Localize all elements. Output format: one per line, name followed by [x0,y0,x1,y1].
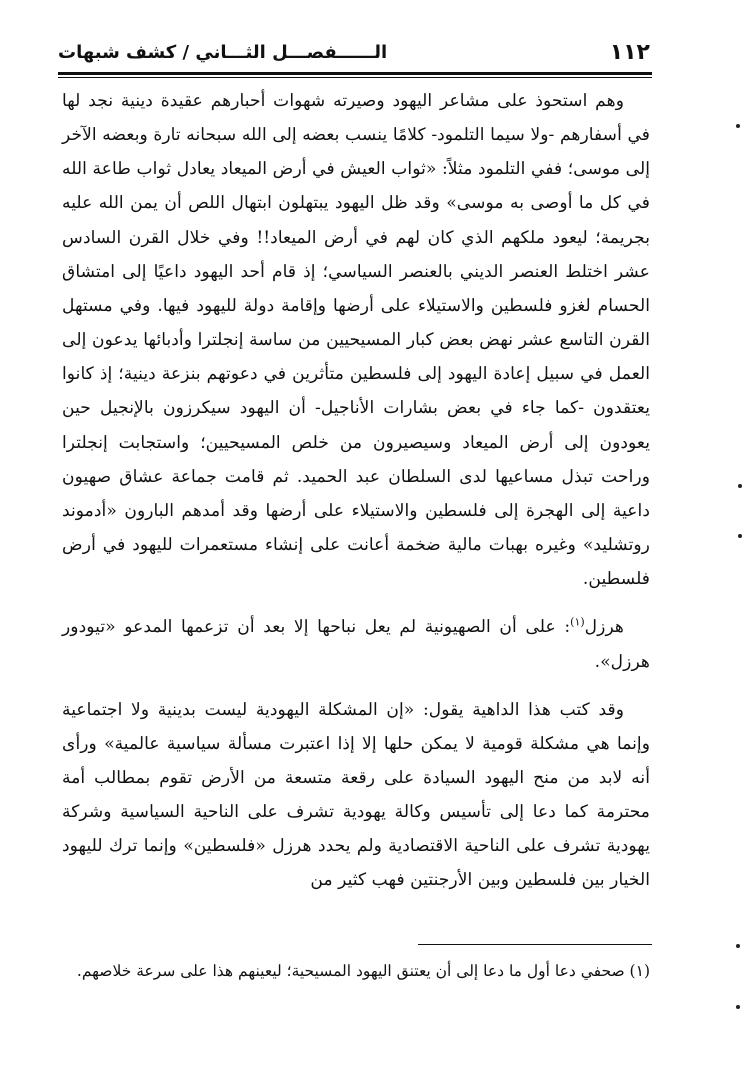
paragraph-3: وقد كتب هذا الداهية يقول: «إن المشكلة اليهودية ليست بدينية ولا اجتماعية وإنما هي مشكلة قومية لا يمكن حلها إلا إذا اعتبرت مسألة سياسية عالمية» ورأى أنه لابد من منح اليهود السيادة على رقعة متسعة من الأرض تقوم بمطالب أمة محترمة كما دعا إلى تأسيس وكالة يهودية تشرف على الناحية السياسية وشركة يهودية تشرف على الناحية الاقتصادية ولم يحدد هرزل «فلسطين» وإنما ترك لليهود الخيار بين فلسطين وبين الأرجنتين فهب كثير من [62,699,650,891]
scan-speck [736,1005,740,1009]
scan-speck [736,944,740,948]
footnote-rule [418,944,652,945]
footnote-ref[interactable]: (١) [570,615,585,629]
scan-speck [738,484,742,488]
running-title: الــــــفصـــل الثـــاني / كشف شبهات [58,42,388,63]
scan-speck [738,534,742,538]
paragraph-2-text: على أن الصهيونية لم يعل نباحها إلا بعد أن تزعمها المدعو «تيودور هرزل». [62,617,650,672]
body-text [62,84,650,898]
scan-speck [736,124,740,128]
footnote: (١) صحفي دعا أول ما دعا إلى أن يعتنق اليهود المسيحية؛ ليعينهم هذا على سرعة خلاصهم. [76,962,650,980]
paragraph-2: هرزل$^{(١)}$: على أن الصهيونية لم يعل نباحها إلا بعد أن تزعمها المدعو «تيودور هرزل». [62,615,650,672]
page-number: ١١٢ [609,40,650,65]
page-header [58,38,650,70]
header-rule [58,72,652,75]
paragraph-1: وهم استحوذ على مشاعر اليهود وصيرته شهوات أحبارهم عقيدة دينية نجد لها في أسفارهم -ولا سيما التلمود- كلامًا ينسب بعضه إلى الله سبحانه تارة وبعضه الآخر إلى موسى؛ ففي التلمود مثلاً: «ثواب العيش في أرض الميعاد يعادل ثواب طاعة الله في كل ما أوصى به موسى» وقد ظل اليهود يبتهلون ابتهال اللص أن يمن الله عليه بجريمة؛ ليعود ملكهم الذي كان لهم في أرض الميعاد!! وفي خلال القرن السادس عشر اختلط العنصر الديني بالعنصر السياسي؛ إذ قام أحد اليهود داعيًا إلى امتشاق الحسام لغزو فلسطين والاستيلاء على أرضها وإقامة دولة لليهود فيها. وفي مستهل القرن التاسع عشر نهض بعض كبار المسيحيين من ساسة إنجلترا وأدبائها يدعون إلى العمل في سبيل إعادة اليهود إلى فلسطين متأثرين في دعوتهم بنزعة دينية؛ إذ كانوا يعتقدون -كما جاء في بعض بشارات الأناجيل- أن اليهود سيكرزون بالإنجيل حين يعودون إلى أرض الميعاد وسيصيرون من خلص المسيحيين؛ واستجابت إنجلترا وراحت تبذل مساعيها لدى السلطان عبد الحميد. ثم قامت جماعة عشاق صهيون داعية إلى الهجرة إلى فلسطين والاستيلاء على أرضها وقد أمدهم البارون «أدموند روتشليد» وغيره بهبات مالية ضخمة أعانت على إنشاء مستعمرات لليهود في أرض فلسطين. [62,91,650,590]
herzl-label: هرزل [584,617,624,638]
